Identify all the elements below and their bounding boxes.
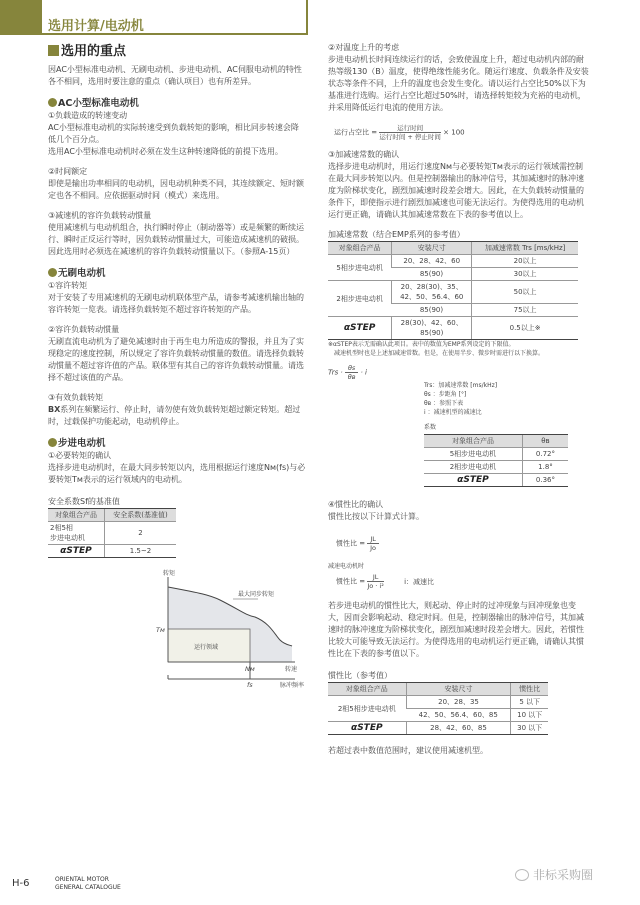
table-row: 5相步进电动机 20、28、42、60 20以上 [328,255,578,268]
item-text: 选用AC小型标准电动机时必须在发生这种转速降低的前提下选用。 [48,147,283,156]
closing-text: 若超过表中数值范围时，建议使用减速机型。 [328,746,488,755]
bullet-dot-icon [48,98,57,107]
item-title: ②容许负载转动惯量 [48,325,120,334]
curve-label: 最大同步转矩 [238,591,275,598]
item-text: 即使是输出功率相同的电动机，因电动机种类不同，其连续额定、短时额定也各不相同。应依据驱动时间（模式）来选用。 [48,179,304,200]
brushless-heading: 无刷电动机 [48,267,306,280]
bullet-dot-icon [48,438,57,447]
coefficient-table: 对象组合产品 θв 5相步进电动机 0.72° 2相步进电动机 1.8° αSTEP 0.36° [424,434,568,487]
item-title: ①负载造成的转速变动 [48,111,128,120]
table-row: 85(90) 30以上 [328,268,578,281]
intro-text: 因AC小型标准电动机、无刷电动机、步进电动机、AC伺服电动机的特性各不相同，选用时要注意的重点（确认项目）也有所差异。 [48,65,302,86]
table-row: 2相5相步进电动机 20、28、35 5 以下 [328,696,548,709]
tm-label: Tм [156,626,165,634]
item-title: ②对温度上升的考虑 [328,43,400,52]
square-bullet-icon [48,45,59,56]
torque-speed-diagram [130,565,330,725]
header-accent-bar [0,0,42,35]
table-row: αSTEP 28、42、60、85 30 以下 [328,722,548,735]
item-text: 步进电动机长时间连续运行的话，会致使温度上升，超过电动机内部的耐热等级130（B）温度，使得绝缘性能劣化。随运行速度、负载条件及安装状态等条件不同，上升的温度也会发生变化。请以运行占空比50%以下为基准进行选购。运行占空比超过50%时，请选择转矩较为充裕的电动机，并采用降低运行电流的使用方法。 [328,55,589,112]
table-row: 5相步进电动机 0.72° [424,448,568,461]
table-row: 2相5相 步进电动机 2 [48,522,176,545]
table-row: αSTEP 28(30)、42、60、85(90) 0.5以上※ [328,317,578,340]
item-title: ③减速机的容许负载转动惯量 [48,211,152,220]
footnote: 减速机型时也是上述加减速常数。但是，在使用半步、微步时需进行以下换算。 [334,350,545,357]
geared-inertia-formula: 惯性比 = $\frac{JL}{\text{Jo · i²}}$ i：减速比 [336,573,435,590]
section-title: 选用的重点 [48,44,306,60]
footer-brand: ORIENTAL MOTOR GENERAL CATALOGUE [55,876,121,891]
geared-label: 减速电动机时 [328,563,365,570]
item-text: 无刷直流电动机为了避免减速时由于再生电力所造成的警报，并且为了实现稳定的速度控制，所以规定了容许负载转动惯量的数值。请选择负载转动惯量不超过容许值的产品。联体型有其自己的容许负载转动惯量。请选择不超过该值的产品。 [48,337,304,382]
item-text: AC小型标准电动机的实际转速受到负载转矩的影响，相比同步转速会降低几个百分点。 [48,123,299,144]
fs-label: fs [247,681,253,689]
trs-formula: Trs · $\frac{\theta s}{\theta в}$ · i [328,364,367,381]
table-row: αSTEP 0.36° [424,474,568,487]
item-text: 选择步进电动机时，用运行速度Nм与必要转矩Tм表示的运行领域需控制在最大同步转矩以内。但是控制器输出的脉冲信号，其加减速时的脉冲速度为阶梯状变化，剧烈加减速时段差会增大。因此，在大负载转动惯量的条件下，即使指示进行剧烈加减速也可能无法运行。为使得选用的电动机运行更正确，请确认其加减速常数在下表的参考值以上。 [328,162,584,219]
table-caption: 系数 [424,424,437,431]
item-text: BX系列在频繁运行、停止时，请勿使有效负载转矩超过额定转矩。超过时，过载保护功能起动，电动机停止。 [48,405,301,426]
page-number: H-6 [12,878,30,889]
item-text: 对于安装了专用减速机的无刷电动机联体型产品，请参考减速机输出轴的容许转矩一览表。请选择负载转矩不超过容许转矩的产品。 [48,293,304,314]
ac-heading: AC小型标准电动机 [48,97,306,110]
item-title: ③加减速常数的确认 [328,150,400,159]
formula-legend: Trs：加减速常数 [ms/kHz] θs ：步距角 [°] θв ：参照下表 i ：减速机型的减速比 [424,382,498,416]
left-column [48,44,306,558]
nm-label: Nм [245,665,255,673]
item-title: ①容许转矩 [48,281,88,290]
table-caption: 惯性比（参考值） [328,671,392,680]
region-label: 运行领域 [194,644,219,651]
table-caption: 加减速常数（结合EMP系列的参考值） [328,230,465,239]
inertia-formula: 惯性比 = $\frac{JL}{Jo}$ [336,535,590,552]
right-column [328,42,590,757]
stepping-heading: 步进电动机 [48,437,306,450]
x2-axis-label: 脉冲频率 [280,682,305,689]
chat-bubble-icon [515,869,529,881]
bullet-dot-icon [48,268,57,277]
table-caption: 安全系数Sf的基准值 [48,497,120,506]
table-row: 2相步进电动机 1.8° [424,461,568,474]
safety-factor-table: 对象组合产品 安全系数(基准值) 2相5相 步进电动机 2 αSTEP 1.5~2 [48,508,176,558]
item-title: ②时间额定 [48,167,88,176]
table-row: 42、50、56.4、60、85 10 以下 [328,709,548,722]
acc-constant-table: 对象组合产品 安装尺寸 加减速常数 Trs [ms/kHz] 5相步进电动机 20、28、42、60 20以上 85(90) 30以上 2相步进电动机 20、28(30)、35、42、50、56.4、60 50以上 85(90) 75以上 αSTEP 28(30)、42、60、85(90) 0.5以上※ [328,241,578,340]
footnote: ※αSTEP表示无需确认此项目。表中的数值为EMP系列设定的下限值。 [328,341,515,348]
inertia-ratio-table: 对象组合产品 安装尺寸 惯性比 2相5相步进电动机 20、28、35 5 以下 42、50、56.4、60、85 10 以下 αSTEP 28、42、60、85 30 以下 [328,682,548,735]
item-title: ①必要转矩的确认 [48,451,112,460]
item-title: ③有效负载转矩 [48,393,104,402]
item-title: ④惯性比的确认 [328,500,384,509]
x-axis-label: 转速 [285,666,298,673]
item-text: 惯性比按以下计算式计算。 [328,512,424,521]
duty-formula: 运行占空比 = $\frac{\text{运行时间}}{\text{运行时间 + 停止时间}}$ × 100 [334,124,465,141]
item-text: 选择步进电动机时，在最大同步转矩以内，选用根据运行速度Nм(fs)与必要转矩Tм表示的运行领域内的电动机。 [48,463,306,484]
page-title: 选用计算/电动机 [48,19,144,34]
table-row: αSTEP 1.5~2 [48,545,176,558]
table-row: 2相步进电动机 20、28(30)、35、42、50、56.4、60 50以上 [328,281,578,304]
item-text: 若步进电动机的惯性比大，则起动、停止时的过冲现象与回冲现象也变大，因而会影响起动、稳定时间。但是，控制器输出的脉冲信号，其加减速时的脉冲速度为阶梯状变化，剧烈加减速时段差会增大。因此，若惯性比较大可能导致无法运行。为使得选用的电动机运行更正确，请确认其惯性比在下表的参考值以下。 [328,601,584,658]
y-axis-label: 转矩 [163,570,176,577]
table-row: 85(90) 75以上 [328,304,578,317]
item-text: 使用减速机与电动机组合，执行瞬时停止（制动器等）或是频繁的断续运行、瞬时正反运行等时，因负载转动惯量过大，可能造成减速机的破损。因此选用时必须选在减速机的容许负载转动惯量以下。（参照A-15页） [48,223,304,256]
watermark: 非标采购圈 [515,866,593,883]
